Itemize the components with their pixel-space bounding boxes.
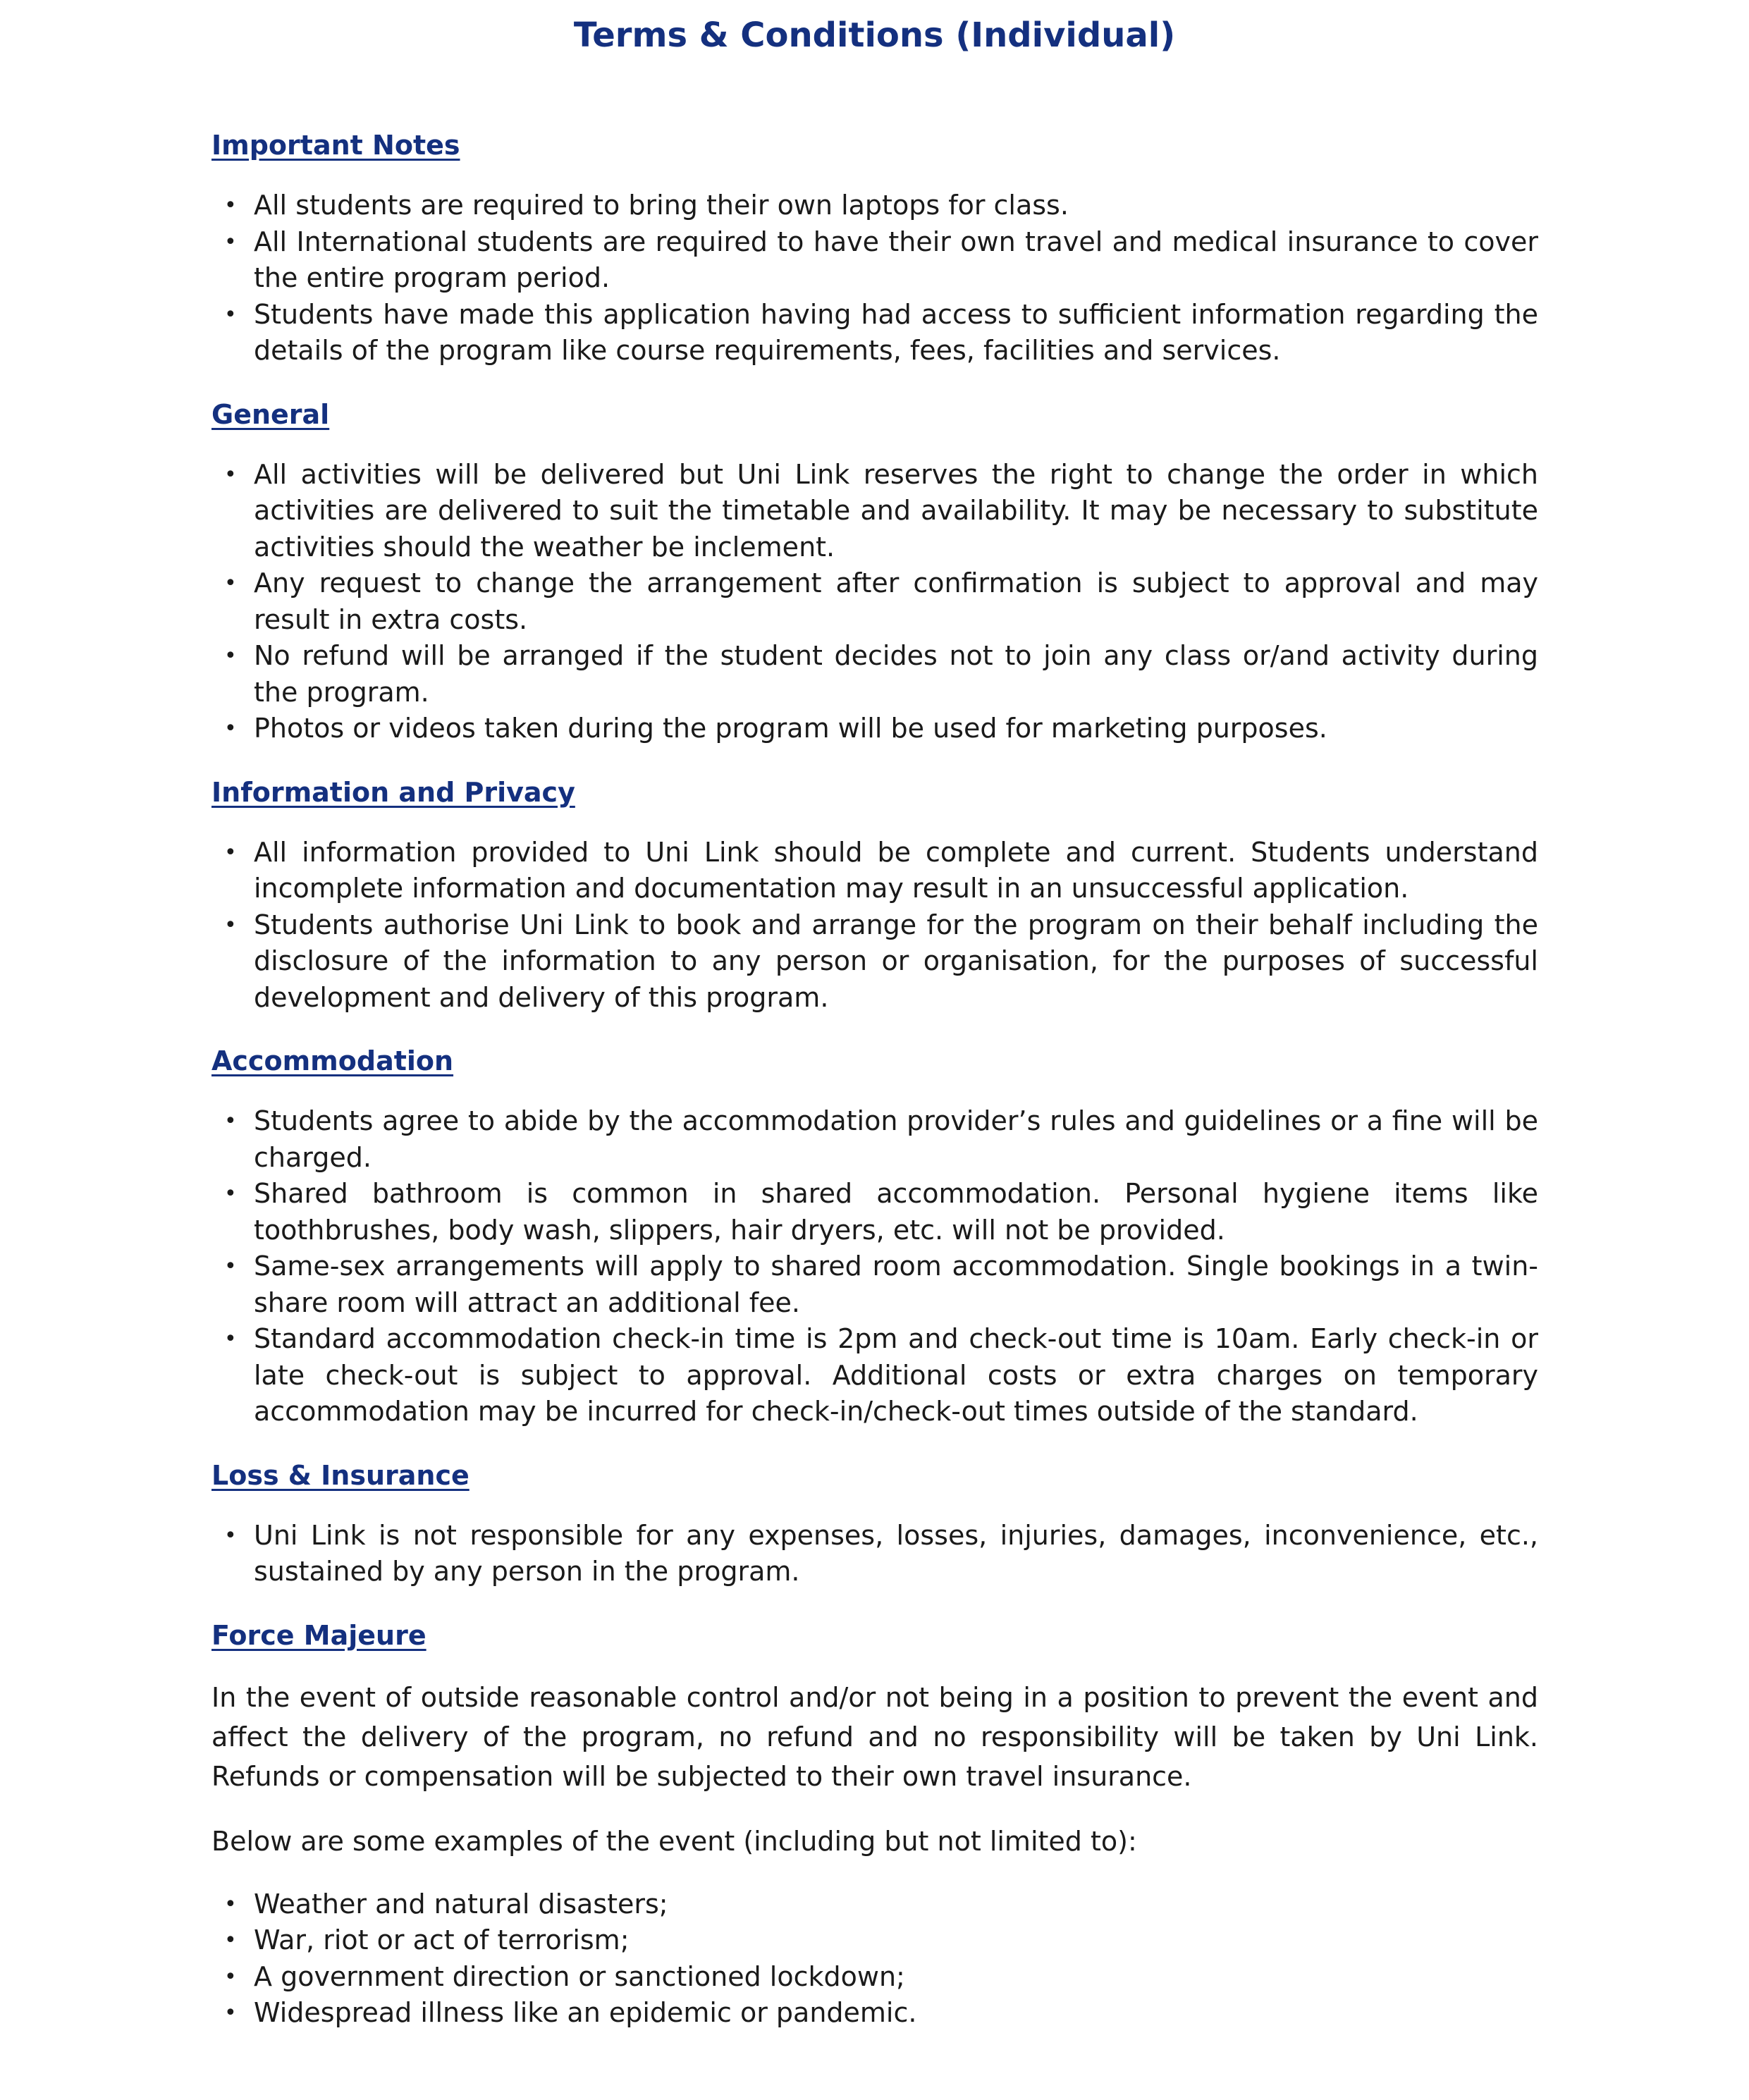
list-item bbox=[224, 1518, 1538, 1590]
section-heading-general: General bbox=[211, 398, 330, 430]
general-list bbox=[211, 457, 1538, 747]
bullet-icon: • bbox=[224, 1327, 237, 1351]
list-item bbox=[224, 457, 1538, 566]
list-item bbox=[224, 907, 1538, 1017]
list-item bbox=[224, 835, 1538, 907]
bullet-icon: • bbox=[224, 1928, 237, 1953]
loss-insurance-list bbox=[211, 1518, 1538, 1590]
list-item-text: Students have made this application having had access to sufficient information regarding the details of the program like course requirements, fees, facilities and services. bbox=[254, 298, 1538, 366]
list-item-text: All activities will be delivered but Uni Link reserves the right to change the order in which activities are delivered to suit the timetable and availability. It may be necessary to substitute activities should the weather be inclement. bbox=[254, 458, 1538, 563]
list-item-text: Standard accommodation check-in time is 2pm and check-out time is 10am. Early check-in or late check-out is subject to approval. Additional costs or extra charges on temporary accommodation may be incurred for check-in/check-out times outside of the standard. bbox=[254, 1323, 1538, 1427]
privacy-list bbox=[211, 835, 1538, 1017]
list-item-text: Shared bathroom is common in shared accommodation. Personal hygiene items like toothbrushes, body wash, slippers, hair dryers, etc. will not be provided. bbox=[254, 1178, 1538, 1246]
list-item-text: All students are required to bring their own laptops for class. bbox=[254, 190, 1069, 221]
section-general bbox=[211, 396, 1538, 747]
bullet-icon: • bbox=[224, 302, 237, 327]
list-item-text: Any request to change the arrangement after confirmation is subject to approval and may result in extra costs. bbox=[254, 567, 1538, 635]
list-item-text: War, riot or act of terrorism; bbox=[254, 1924, 630, 1955]
section-loss-insurance bbox=[211, 1457, 1538, 1590]
list-item-text: Students agree to abide by the accommodation provider’s rules and guidelines or a fine will be charged. bbox=[254, 1105, 1538, 1173]
list-item bbox=[224, 1922, 1538, 1959]
list-item-text: All International students are required to have their own travel and medical insurance to cover the entire program period. bbox=[254, 226, 1538, 293]
list-item-text: Uni Link is not responsible for any expenses, losses, injuries, damages, inconvenience, etc., sustained by any person in the program. bbox=[254, 1519, 1538, 1587]
bullet-icon: • bbox=[224, 462, 237, 487]
list-item bbox=[224, 1321, 1538, 1430]
list-item bbox=[224, 711, 1538, 747]
bullet-icon: • bbox=[224, 1254, 237, 1279]
bullet-icon: • bbox=[224, 912, 237, 938]
list-item-text: Weather and natural disasters; bbox=[254, 1888, 668, 1920]
list-item-text: A government direction or sanctioned lockdown; bbox=[254, 1960, 905, 1992]
section-force-majeure bbox=[211, 1617, 1538, 2032]
bullet-icon: • bbox=[224, 229, 237, 254]
list-item bbox=[224, 1886, 1538, 1923]
bullet-icon: • bbox=[224, 716, 237, 741]
bullet-icon: • bbox=[224, 840, 237, 865]
bullet-icon: • bbox=[224, 193, 237, 218]
list-item bbox=[224, 1176, 1538, 1248]
document-body bbox=[211, 127, 1538, 2058]
force-majeure-paragraph: In the event of outside reasonable control and/or not being in a position to prevent the event and affect the delivery of the program, no refund and no responsibility will be taken by Uni Link. Refunds or compensation will be subjected to their own travel insurance. bbox=[211, 1681, 1538, 1792]
bullet-icon: • bbox=[224, 1109, 237, 1134]
list-item-text: No refund will be arranged if the student decides not to join any class or/and activity during the program. bbox=[254, 640, 1538, 708]
section-heading-force-majeure: Force Majeure bbox=[211, 1619, 426, 1651]
list-item bbox=[224, 1103, 1538, 1176]
accommodation-list bbox=[211, 1103, 1538, 1430]
section-heading-accommodation: Accommodation bbox=[211, 1045, 454, 1076]
bullet-icon: • bbox=[224, 644, 237, 668]
section-heading-important-notes: Important Notes bbox=[211, 130, 460, 161]
section-accommodation bbox=[211, 1043, 1538, 1430]
list-item-text: Photos or videos taken during the program will be used for marketing purposes. bbox=[254, 713, 1327, 744]
bullet-icon: • bbox=[224, 1891, 237, 1917]
force-majeure-examples-intro: Below are some examples of the event (including but not limited to): bbox=[211, 1825, 1137, 1857]
bullet-icon: • bbox=[224, 1181, 237, 1206]
bullet-icon: • bbox=[224, 1964, 237, 1989]
list-item bbox=[224, 638, 1538, 711]
list-item bbox=[224, 224, 1538, 297]
bullet-icon: • bbox=[224, 1523, 237, 1548]
list-item-text: All information provided to Uni Link should be complete and current. Students understand incomplete information and documentation may result in an unsuccessful application. bbox=[254, 836, 1538, 904]
list-item bbox=[224, 1959, 1538, 1996]
page-title: Terms & Conditions (Individual) bbox=[573, 16, 1176, 55]
list-item bbox=[224, 565, 1538, 638]
list-item bbox=[224, 1995, 1538, 2032]
list-item bbox=[224, 1248, 1538, 1321]
section-important-notes bbox=[211, 127, 1538, 369]
bullet-icon: • bbox=[224, 571, 237, 596]
section-heading-information-privacy: Information and Privacy bbox=[211, 776, 575, 808]
list-item bbox=[224, 297, 1538, 369]
bullet-icon: • bbox=[224, 2001, 237, 2025]
force-majeure-list bbox=[211, 1886, 1538, 2032]
section-heading-loss-insurance: Loss & Insurance bbox=[211, 1459, 470, 1491]
list-item-text: Widespread illness like an epidemic or pandemic. bbox=[254, 1997, 917, 2028]
list-item-text: Same-sex arrangements will apply to shared room accommodation. Single bookings in a twin-share room will attract an additional fee. bbox=[254, 1251, 1538, 1318]
important-notes-list bbox=[211, 188, 1538, 369]
list-item-text: Students authorise Uni Link to book and arrange for the program on their behalf including the disclosure of the information to any person or organisation, for the purposes of successful development and delivery of this program. bbox=[254, 909, 1538, 1013]
section-information-privacy bbox=[211, 774, 1538, 1017]
list-item bbox=[224, 188, 1538, 224]
